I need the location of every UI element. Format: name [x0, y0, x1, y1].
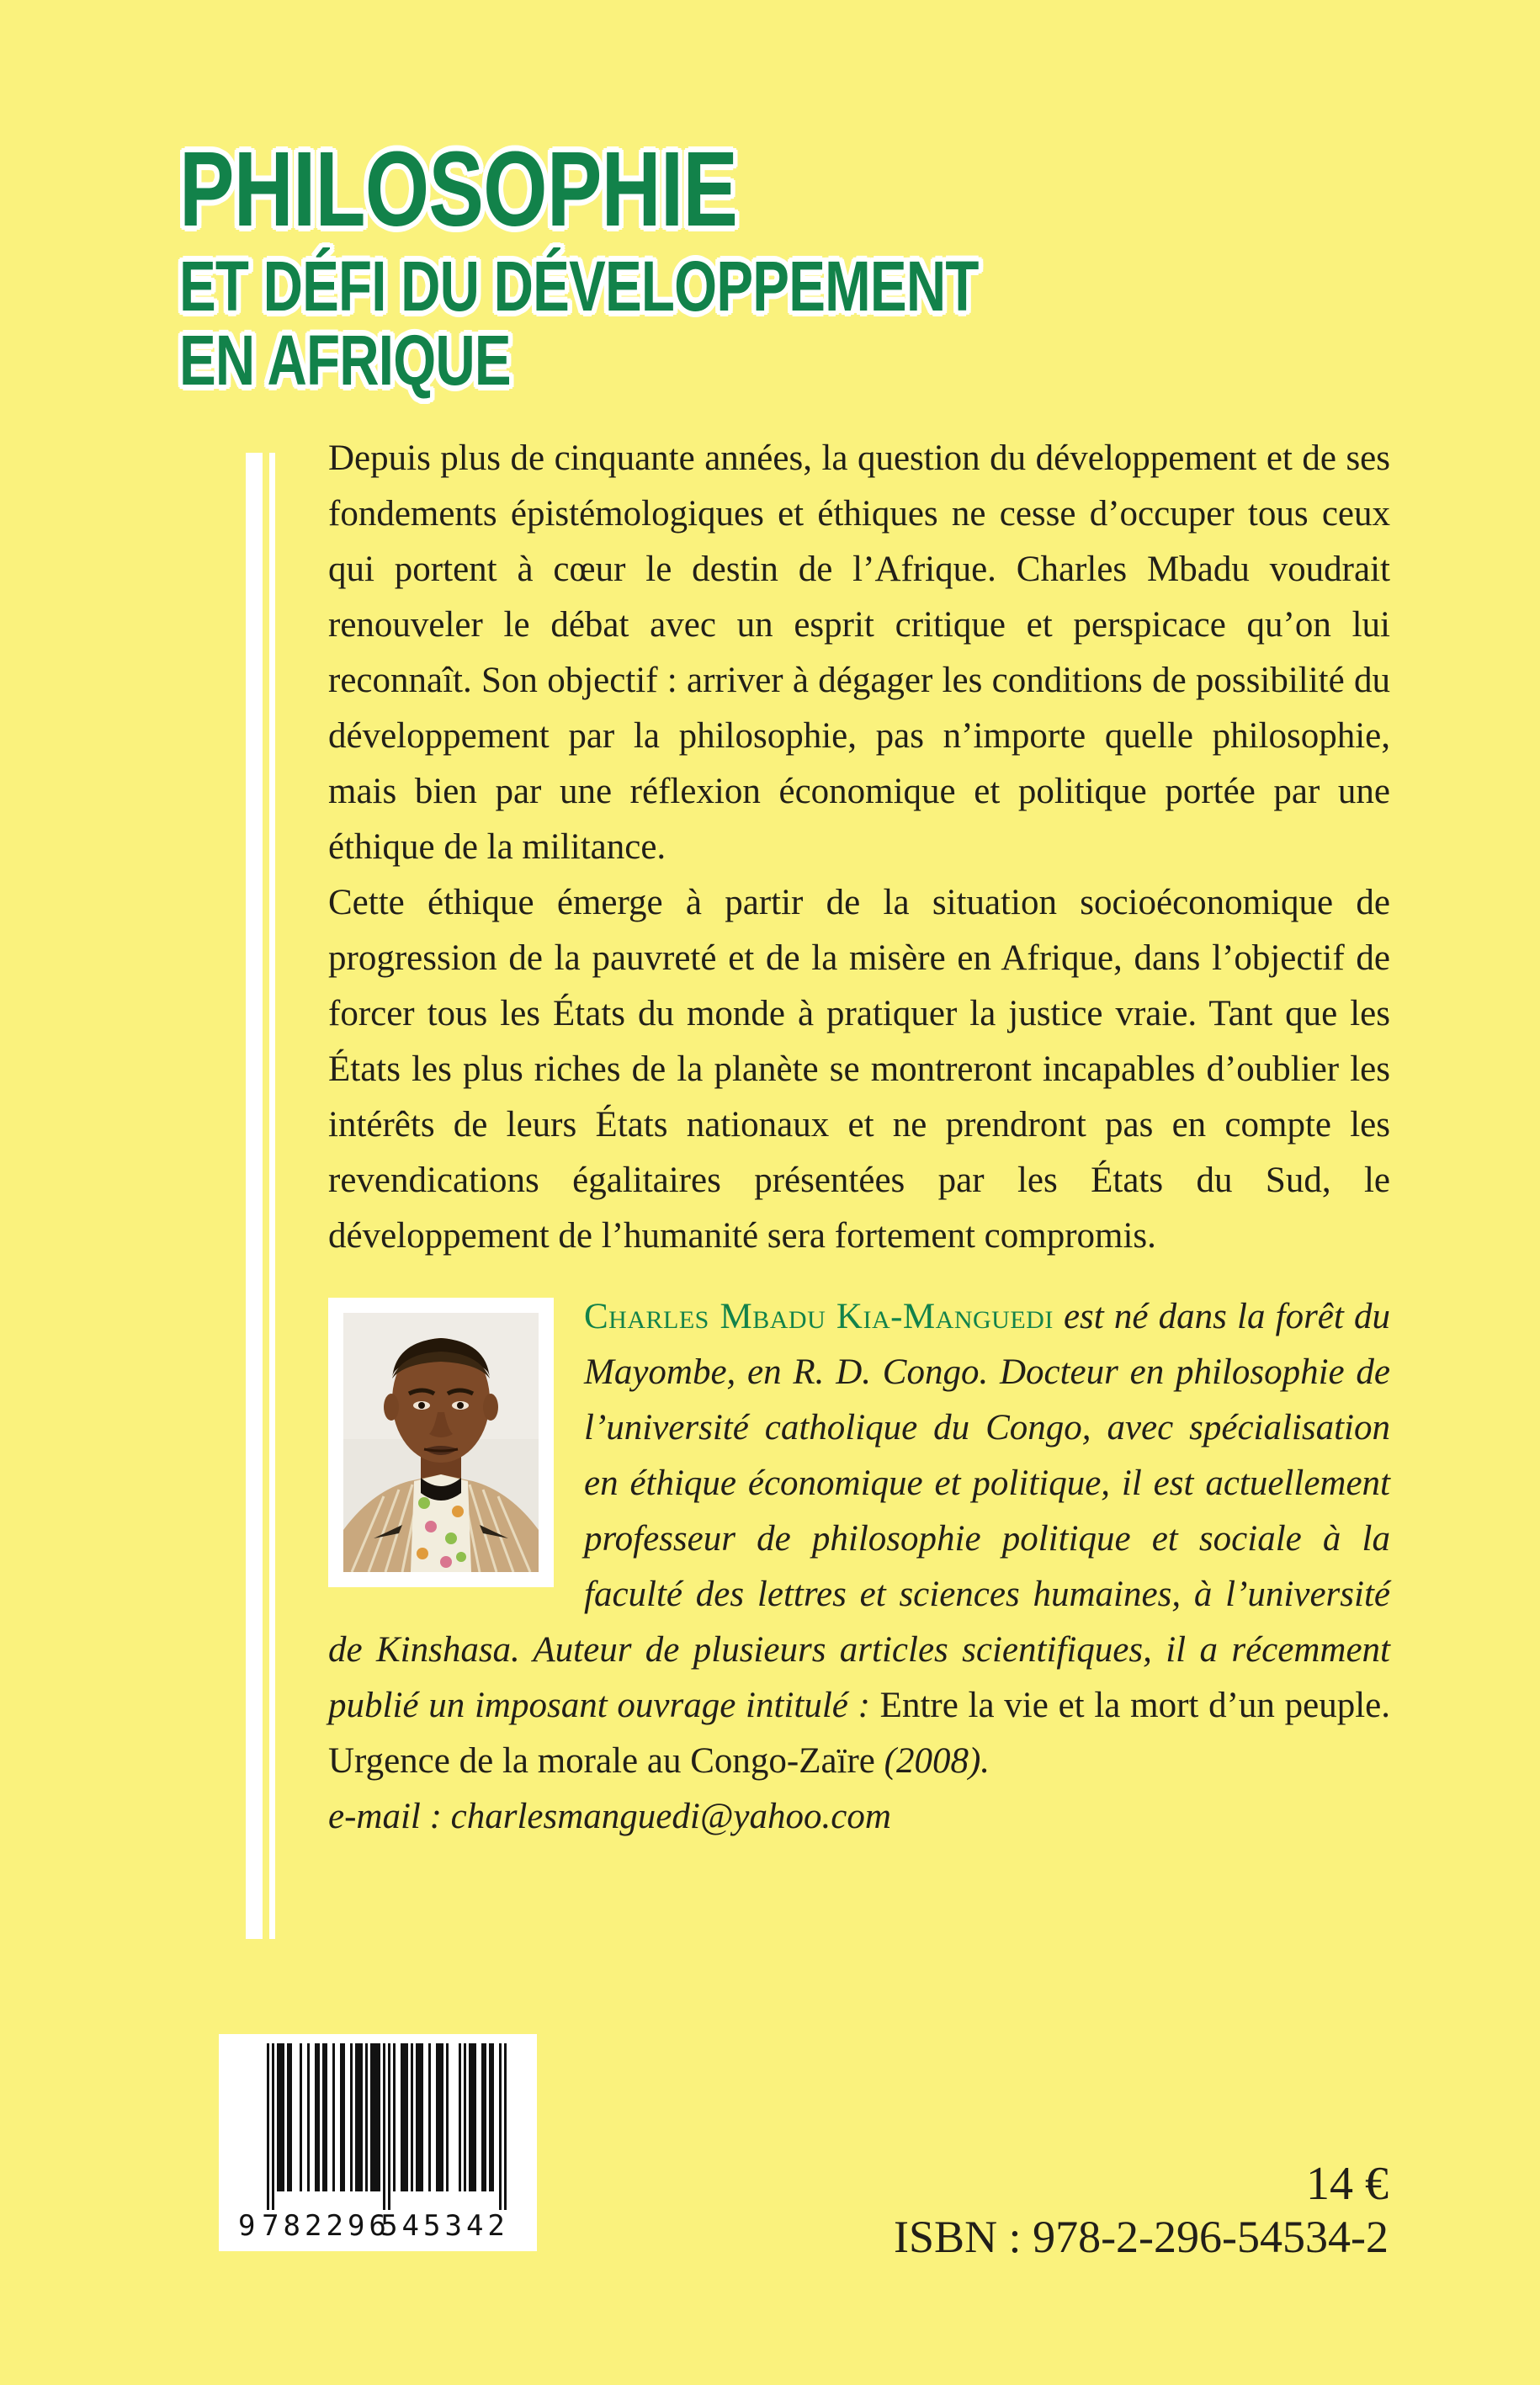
book-title-line2	[179, 247, 1203, 326]
author-email: e-mail : charlesmanguedi@yahoo.com	[328, 1797, 891, 1836]
svg-text:545342: 545342	[380, 2209, 509, 2243]
bio-segment-italic: est né dans la forêt du Mayombe, en R. D. Congo. Docteur en philosophie de l’université catholique du Congo, avec spécialisation en éthique économique et politique, il est actuellement professeur de philosophie politique et sociale à la faculté des lettres et sciences humaines, à l’université de Kinshasa. Auteur de plusieurs articles scientifiques, il a récemment publié un imposant ouvrage intitulé :	[328, 1297, 1390, 1725]
author-photo	[328, 1298, 554, 1587]
price: 14 €	[1306, 2158, 1389, 2210]
barcode	[219, 2034, 537, 2251]
book-subtitle-text: ET DÉFI DU DÉVELOPPEMENT	[179, 247, 979, 326]
synopsis-paragraph-2: Cette éthique émerge à partir de la situation socioéconomique de progression de la pauvreté et de la misère en Afrique, dans l’objectif de forcer tous les États du monde à pratiquer la justice vraie. Tant que les États les plus riches de la planète se montreront incapables d’oublier les intérêts de leurs États nationaux et ne prendront pas en compte les revendications égalitaires présentées par les États du Sud, le développement de l’humanité sera fortement compromis.	[328, 883, 1390, 1256]
synopsis-paragraph-1: Depuis plus de cinquante années, la question du développement et de ses fondements épistémologiques et éthiques ne cesse d’occuper tous ceux qui portent à cœur le destin de l’Afrique. Charles Mbadu voudrait renouveler le débat avec un esprit critique et perspicace qu’on lui reconnaît. Son objectif : arriver à dégager les conditions de possibilité du développement par la philosophie, pas n’importe quelle philosophie, mais bien par une réflexion économique et politique portée par une éthique de la militance.	[328, 438, 1390, 867]
svg-text:9: 9	[238, 2209, 260, 2243]
ean13-barcode	[233, 2038, 523, 2247]
decorative-rule-thin	[269, 453, 275, 1939]
isbn: ISBN : 978-2-296-54534-2	[894, 2212, 1389, 2262]
svg-text:782296: 782296	[262, 2209, 390, 2243]
author-name: Charles Mbadu Kia-Manguedi	[584, 1297, 1054, 1336]
bio-year: (2008).	[884, 1741, 990, 1781]
book-subtitle2-text: EN AFRIQUE	[179, 321, 511, 400]
author-bio	[328, 1289, 1390, 1845]
author-portrait-image	[343, 1313, 539, 1572]
book-title-line1	[179, 130, 895, 248]
book-title-text: PHILOSOPHIE	[179, 130, 738, 248]
synopsis	[328, 431, 1390, 1264]
book-title-line3	[179, 321, 604, 400]
back-cover-text-column	[328, 431, 1390, 1845]
decorative-rule-wide	[246, 453, 263, 1939]
bio-book-title: Entre la vie et la mort d’un peuple. Urgence de la morale au Congo-Zaïre	[328, 1686, 1391, 1781]
